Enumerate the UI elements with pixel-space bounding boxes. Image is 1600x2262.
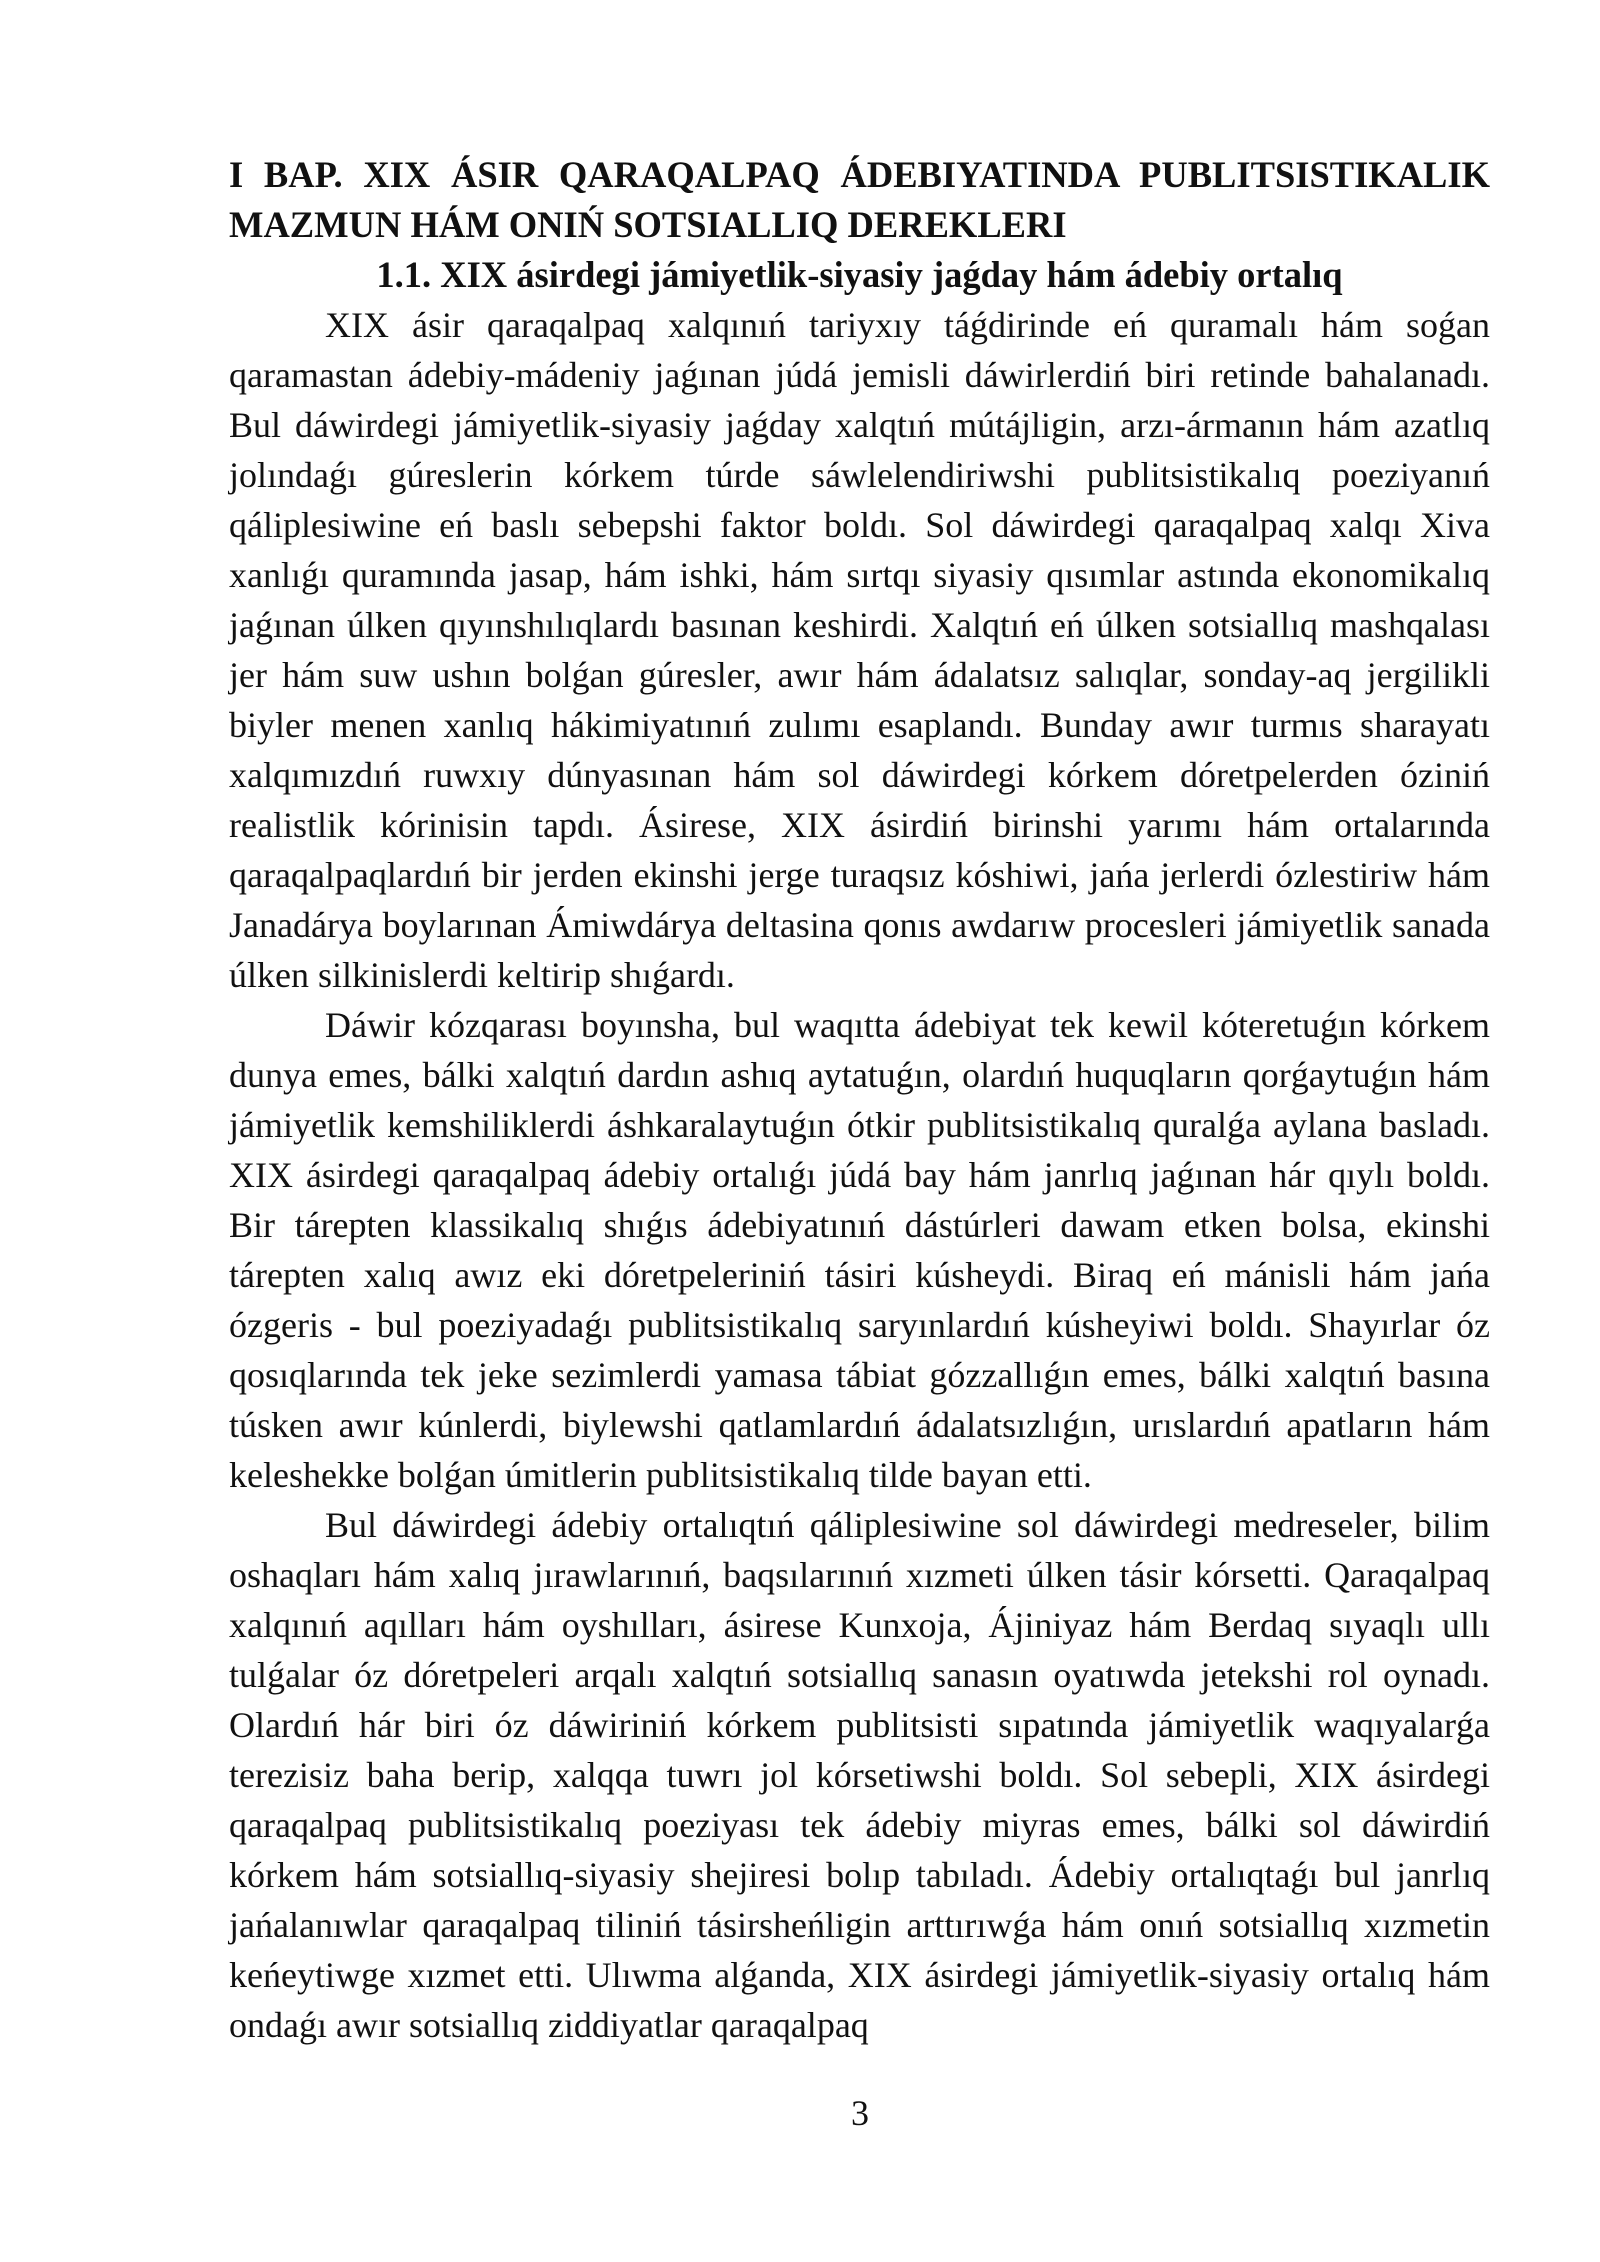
paragraph-3: Bul dáwirdegi ádebiy ortalıqtıń qáliplesiwine sol dáwirdegi medreseler, bilim oshaqları hám xalıq jırawlarınıń, baqsılarınıń xızmeti úlken tásir kórsetti. Qaraqalpaq xalqınıń aqılları hám oyshılları, ásirese Kunxoja, Ájiniyaz hám Berdaq sıyaqlı ullı tulǵalar óz dóretpeleri arqalı xalqtıń sotsiallıq sanasın oyatıwda jetekshi rol oynadı. Olardıń hár biri óz dáwiriniń kórkem publitsisti sıpatında jámiyetlik waqıyalarǵa terezisiz baha berip, xalqqa tuwrı jol kórsetiwshi boldı. Sol sebepli, XIX ásirdegi qaraqalpaq publitsistikalıq poeziyası tek ádebiy miyras emes, bálki sol dáwirdiń kórkem hám sotsiallıq-siyasiy shejiresi bolıp tabıladı. Ádebiy ortalıqtaǵı bul janrlıq jańalanıwlar qaraqalpaq tiliniń tásirsheńligin arttırıwǵa hám onıń sotsiallıq xızmetin keńeytiwge xızmet etti. Ulıwma alǵanda, XIX ásirdegi jámiyetlik-siyasiy ortalıq hám ondaǵı awır sotsiallıq ziddiyatlar qaraqalpaq bbox=[229, 1505, 1490, 2045]
chapter-title: I BAP. XIX ÁSIR QARAQALPAQ ÁDEBIYATINDA PUBLITSISTIKALIK MAZMUN HÁM ONIŃ SOTSIALLIQ DEREKLERI bbox=[229, 154, 1490, 245]
document-page bbox=[229, 150, 1490, 2050]
paragraph-2: Dáwir kózqarası boyınsha, bul waqıtta ádebiyat tek kewil kóteretuǵın kórkem dunya emes, bálki xalqtıń dardın ashıq aytatuǵın, olardıń huquqların qorǵaytuǵın hám jámiyetlik kemshiliklerdi áshkaralaytuǵın ótkir publitsistikalıq quralǵa aylana basladı. XIX ásirdegi qaraqalpaq ádebiy ortalıǵı júdá bay hám janrlıq jaǵınan hár qıylı boldı. Bir tárepten klassikalıq shıǵıs ádebiyatınıń dástúrleri dawam etken bolsa, ekinshi tárepten xalıq awız eki dóretpeleriniń tásiri kúsheydi. Biraq eń mánisli hám jańa ózgeris - bul poeziyadaǵı publitsistikalıq saryınlardıń kúsheyiwi boldı. Shayırlar óz qosıqlarında tek jeke sezimlerdi yamasa tábiat gózzallıǵın emes, bálki xalqtıń basına túsken awır kúnlerdi, biylewshi qatlamlardıń ádalatsızlıǵın, urıslardıń apatların hám keleshekke bolǵan úmitlerin publitsistikalıq tilde bayan etti. bbox=[229, 1005, 1490, 1495]
page-number: 3 bbox=[851, 2093, 869, 2133]
paragraph-1: XIX ásir qaraqalpaq xalqınıń tariyxıy táǵdirinde eń quramalı hám soǵan qaramastan ádebiy-mádeniy jaǵınan júdá jemisli dáwirlerdiń biri retinde bahalanadı. Bul dáwirdegi jámiyetlik-siyasiy jaǵday xalqtıń mútájligin, arzı-ármanın hám azatlıq jolındaǵı gúreslerin kórkem túrde sáwlelendiriwshi publitsistikalıq poeziyanıń qáliplesiwine eń baslı sebepshi faktor boldı. Sol dáwirdegi qaraqalpaq xalqı Xiva xanlıǵı quramında jasap, hám ishki, hám sırtqı siyasiy qısımlar astında ekonomikalıq jaǵınan úlken qıyınshılıqlardı basınan keshirdi. Xalqtıń eń úlken sotsiallıq mashqalası jer hám suw ushın bolǵan gúresler, awır hám ádalatsız salıqlar, sonday-aq jergilikli biyler menen xanlıq hákimiyatınıń zulımı esaplandı. Bunday awır turmıs sharayatı xalqımızdıń ruwxıy dúnyasınan hám sol dáwirdegi kórkem dóretpelerden óziniń realistlik kórinisin tapdı. Ásirese, XIX ásirdiń birinshi yarımı hám ortalarında qaraqalpaqlardıń bir jerden ekinshi jerge turaqsız kóshiwi, jańa jerlerdi ózlestiriw hám Janadárya boylarınan Ámiwdárya deltasina qonıs awdarıw procesleri jámiyetlik sanada úlken silkinislerdi keltirip shıǵardı. bbox=[229, 305, 1490, 995]
section-title: 1.1. XIX ásirdegi jámiyetlik-siyasiy jaǵday hám ádebiy ortalıq bbox=[376, 254, 1343, 295]
